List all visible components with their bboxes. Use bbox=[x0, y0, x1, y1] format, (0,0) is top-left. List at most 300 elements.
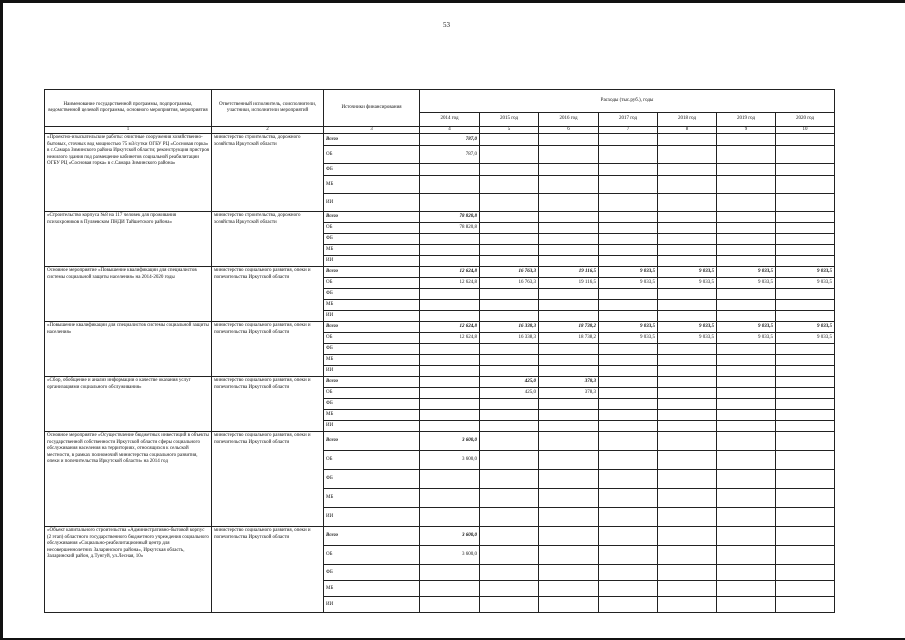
amount-cell bbox=[599, 581, 658, 597]
amount-cell: 425,0 bbox=[480, 377, 539, 388]
amount-cell bbox=[539, 399, 599, 410]
amount-cell bbox=[420, 410, 480, 421]
amount-cell bbox=[480, 597, 539, 613]
amount-cell bbox=[599, 176, 658, 194]
activity-name: «Сбор, обобщение и анализ информации о качестве оказания услуг организациями социального обслуживания» bbox=[45, 377, 212, 432]
amount-cell bbox=[717, 212, 776, 223]
amount-cell bbox=[776, 234, 835, 245]
table-row bbox=[45, 134, 835, 146]
funding-source-cell: ФБ bbox=[324, 289, 420, 300]
amount-cell bbox=[658, 176, 717, 194]
page-frame-left bbox=[0, 0, 3, 640]
amount-cell: 3 600,0 bbox=[420, 546, 480, 565]
amount-cell bbox=[776, 451, 835, 470]
amount-cell bbox=[539, 546, 599, 565]
amount-cell bbox=[717, 399, 776, 410]
funding-source-cell: МБ bbox=[324, 489, 420, 508]
funding-source-cell: ОБ bbox=[324, 333, 420, 344]
column-number-7: 7 bbox=[599, 127, 658, 134]
header-year-2: 2015 год bbox=[480, 113, 539, 127]
amount-cell bbox=[599, 546, 658, 565]
amount-cell bbox=[717, 451, 776, 470]
amount-cell bbox=[420, 234, 480, 245]
amount-cell: 19 116,5 bbox=[539, 267, 599, 278]
funding-source-cell: ИИ bbox=[324, 194, 420, 212]
activity-executor: министерство социального развития, опеки и попечительства Иркутской области bbox=[212, 322, 324, 377]
column-number-8: 8 bbox=[658, 127, 717, 134]
amount-cell bbox=[717, 355, 776, 366]
amount-cell bbox=[776, 366, 835, 377]
funding-source-cell: МБ bbox=[324, 300, 420, 311]
amount-cell: 425,0 bbox=[480, 388, 539, 399]
amount-cell bbox=[599, 300, 658, 311]
amount-cell: 9 033,5 bbox=[599, 278, 658, 289]
activity-executor: министерство строительства, дорожного хозяйства Иркутской области bbox=[212, 212, 324, 267]
funding-source-cell: ИИ bbox=[324, 508, 420, 527]
amount-cell bbox=[599, 489, 658, 508]
activity-executor: министерство социального развития, опеки и попечительства Иркутской области bbox=[212, 432, 324, 527]
amount-cell bbox=[717, 597, 776, 613]
amount-cell: 12 624,8 bbox=[420, 333, 480, 344]
amount-cell bbox=[717, 489, 776, 508]
amount-cell: 9 033,5 bbox=[776, 278, 835, 289]
amount-cell bbox=[539, 421, 599, 432]
amount-cell bbox=[717, 289, 776, 300]
funding-source-cell: ИИ bbox=[324, 256, 420, 267]
amount-cell bbox=[480, 300, 539, 311]
amount-cell bbox=[539, 565, 599, 581]
amount-cell bbox=[539, 597, 599, 613]
amount-cell bbox=[599, 451, 658, 470]
amount-cell: 3 600,0 bbox=[420, 451, 480, 470]
amount-cell bbox=[776, 146, 835, 164]
amount-cell: 3 600,0 bbox=[420, 527, 480, 546]
amount-cell bbox=[776, 377, 835, 388]
amount-cell: 9 033,5 bbox=[717, 278, 776, 289]
amount-cell bbox=[658, 355, 717, 366]
amount-cell bbox=[420, 470, 480, 489]
amount-cell bbox=[658, 256, 717, 267]
amount-cell bbox=[480, 432, 539, 451]
column-number-2: 2 bbox=[212, 127, 324, 134]
amount-cell bbox=[480, 311, 539, 322]
funding-source-cell: Всего bbox=[324, 432, 420, 451]
amount-cell: 9 033,5 bbox=[658, 278, 717, 289]
funding-source-cell: Всего bbox=[324, 377, 420, 388]
amount-cell bbox=[776, 470, 835, 489]
amount-cell bbox=[717, 410, 776, 421]
header-year-4: 2017 год bbox=[599, 113, 658, 127]
amount-cell bbox=[776, 597, 835, 613]
amount-cell bbox=[539, 300, 599, 311]
amount-cell bbox=[599, 410, 658, 421]
amount-cell bbox=[480, 223, 539, 234]
amount-cell bbox=[658, 134, 717, 146]
amount-cell bbox=[539, 256, 599, 267]
amount-cell bbox=[599, 134, 658, 146]
amount-cell bbox=[776, 256, 835, 267]
funding-source-cell: ОБ bbox=[324, 546, 420, 565]
amount-cell bbox=[539, 355, 599, 366]
amount-cell bbox=[658, 388, 717, 399]
amount-cell bbox=[658, 470, 717, 489]
amount-cell bbox=[776, 355, 835, 366]
amount-cell bbox=[420, 245, 480, 256]
amount-cell bbox=[420, 399, 480, 410]
amount-cell bbox=[539, 470, 599, 489]
amount-cell bbox=[599, 527, 658, 546]
amount-cell: 9 033,5 bbox=[717, 333, 776, 344]
table-row bbox=[45, 267, 835, 278]
amount-cell bbox=[717, 470, 776, 489]
amount-cell bbox=[480, 194, 539, 212]
amount-cell bbox=[658, 289, 717, 300]
amount-cell bbox=[539, 289, 599, 300]
funding-source-cell: ОБ bbox=[324, 451, 420, 470]
amount-cell bbox=[480, 245, 539, 256]
amount-cell bbox=[599, 565, 658, 581]
amount-cell bbox=[658, 597, 717, 613]
amount-cell bbox=[776, 421, 835, 432]
activity-executor: министерство строительства, дорожного хозяйства Иркутской области bbox=[212, 134, 324, 212]
amount-cell bbox=[717, 565, 776, 581]
funding-source-cell: ОБ bbox=[324, 146, 420, 164]
amount-cell bbox=[539, 410, 599, 421]
amount-cell bbox=[480, 527, 539, 546]
amount-cell bbox=[539, 234, 599, 245]
amount-cell bbox=[717, 546, 776, 565]
amount-cell bbox=[776, 410, 835, 421]
amount-cell bbox=[539, 176, 599, 194]
amount-cell: 16 338,3 bbox=[480, 333, 539, 344]
amount-cell bbox=[717, 176, 776, 194]
header-funding-source: Источники финансирования bbox=[324, 90, 420, 127]
column-number-1: 1 bbox=[45, 127, 212, 134]
amount-cell bbox=[658, 581, 717, 597]
column-number-10: 10 bbox=[776, 127, 835, 134]
amount-cell bbox=[480, 489, 539, 508]
amount-cell bbox=[658, 377, 717, 388]
amount-cell bbox=[539, 311, 599, 322]
amount-cell: 16 763,3 bbox=[480, 267, 539, 278]
funding-source-cell: ОБ bbox=[324, 223, 420, 234]
amount-cell bbox=[539, 527, 599, 546]
amount-cell bbox=[599, 146, 658, 164]
funding-source-cell: Всего bbox=[324, 527, 420, 546]
funding-source-cell: ИИ bbox=[324, 311, 420, 322]
amount-cell bbox=[599, 470, 658, 489]
amount-cell bbox=[480, 451, 539, 470]
financing-table bbox=[44, 89, 835, 613]
amount-cell bbox=[658, 223, 717, 234]
amount-cell bbox=[480, 421, 539, 432]
amount-cell bbox=[776, 134, 835, 146]
amount-cell bbox=[539, 223, 599, 234]
amount-cell bbox=[539, 164, 599, 176]
amount-cell: 19 116,5 bbox=[539, 278, 599, 289]
amount-cell bbox=[658, 432, 717, 451]
amount-cell: 18 738,2 bbox=[539, 333, 599, 344]
amount-cell bbox=[658, 194, 717, 212]
amount-cell bbox=[480, 212, 539, 223]
amount-cell bbox=[420, 355, 480, 366]
amount-cell bbox=[420, 366, 480, 377]
amount-cell bbox=[776, 223, 835, 234]
amount-cell bbox=[776, 546, 835, 565]
amount-cell: 9 033,5 bbox=[776, 333, 835, 344]
amount-cell bbox=[599, 234, 658, 245]
amount-cell bbox=[539, 489, 599, 508]
amount-cell bbox=[539, 508, 599, 527]
amount-cell bbox=[539, 134, 599, 146]
activity-executor: министерство социального развития, опеки и попечительства Иркутской области bbox=[212, 527, 324, 613]
amount-cell bbox=[599, 256, 658, 267]
funding-source-cell: Всего bbox=[324, 322, 420, 333]
amount-cell bbox=[658, 410, 717, 421]
amount-cell bbox=[717, 223, 776, 234]
amount-cell bbox=[420, 300, 480, 311]
amount-cell: 16 338,3 bbox=[480, 322, 539, 333]
funding-source-cell: Всего bbox=[324, 212, 420, 223]
amount-cell bbox=[480, 565, 539, 581]
column-number-5: 5 bbox=[480, 127, 539, 134]
column-number-9: 9 bbox=[717, 127, 776, 134]
amount-cell bbox=[776, 176, 835, 194]
funding-source-cell: МБ bbox=[324, 410, 420, 421]
amount-cell bbox=[658, 421, 717, 432]
amount-cell bbox=[599, 212, 658, 223]
amount-cell bbox=[420, 489, 480, 508]
amount-cell bbox=[539, 146, 599, 164]
amount-cell bbox=[599, 194, 658, 212]
amount-cell bbox=[420, 194, 480, 212]
amount-cell bbox=[480, 508, 539, 527]
activity-name: Основное мероприятие «Осуществление бюджетных инвестиций в объекты государственной собственности Иркутской области сферы социального обслуживания населения на территориях, относящихся к сельской местности, в рамках полномочий министерства социального развития, опеки и попечительства Иркутской области» на 2014 год bbox=[45, 432, 212, 527]
amount-cell bbox=[658, 311, 717, 322]
amount-cell bbox=[658, 212, 717, 223]
amount-cell bbox=[599, 432, 658, 451]
amount-cell bbox=[420, 421, 480, 432]
amount-cell bbox=[420, 176, 480, 194]
amount-cell: 9 033,5 bbox=[717, 322, 776, 333]
amount-cell bbox=[420, 311, 480, 322]
amount-cell bbox=[539, 344, 599, 355]
amount-cell: 787,0 bbox=[420, 146, 480, 164]
amount-cell bbox=[420, 388, 480, 399]
amount-cell bbox=[480, 546, 539, 565]
amount-cell: 9 033,5 bbox=[776, 322, 835, 333]
amount-cell bbox=[717, 377, 776, 388]
amount-cell bbox=[717, 164, 776, 176]
amount-cell bbox=[717, 300, 776, 311]
funding-source-cell: ФБ bbox=[324, 344, 420, 355]
amount-cell bbox=[420, 581, 480, 597]
amount-cell bbox=[658, 527, 717, 546]
amount-cell bbox=[717, 194, 776, 212]
amount-cell bbox=[420, 289, 480, 300]
amount-cell bbox=[420, 344, 480, 355]
amount-cell bbox=[480, 355, 539, 366]
amount-cell: 12 624,8 bbox=[420, 278, 480, 289]
amount-cell: 3 600,0 bbox=[420, 432, 480, 451]
funding-source-cell: Всего bbox=[324, 267, 420, 278]
header-year-5: 2018 год bbox=[658, 113, 717, 127]
amount-cell bbox=[776, 311, 835, 322]
funding-source-cell: ОБ bbox=[324, 278, 420, 289]
amount-cell bbox=[717, 581, 776, 597]
amount-cell bbox=[480, 344, 539, 355]
amount-cell bbox=[658, 508, 717, 527]
amount-cell bbox=[658, 245, 717, 256]
amount-cell bbox=[658, 300, 717, 311]
funding-source-cell: ФБ bbox=[324, 234, 420, 245]
amount-cell: 9 033,5 bbox=[658, 267, 717, 278]
amount-cell bbox=[539, 366, 599, 377]
amount-cell: 787,0 bbox=[420, 134, 480, 146]
amount-cell bbox=[599, 508, 658, 527]
amount-cell bbox=[599, 311, 658, 322]
amount-cell bbox=[420, 565, 480, 581]
amount-cell bbox=[599, 289, 658, 300]
page-number: 53 bbox=[443, 21, 450, 29]
amount-cell bbox=[658, 546, 717, 565]
header-expenses: Расходы (тыс.руб.), годы bbox=[420, 90, 835, 113]
amount-cell bbox=[658, 234, 717, 245]
amount-cell bbox=[717, 421, 776, 432]
funding-source-cell: ФБ bbox=[324, 399, 420, 410]
amount-cell bbox=[480, 470, 539, 489]
amount-cell bbox=[658, 399, 717, 410]
column-number-6: 6 bbox=[539, 127, 599, 134]
amount-cell bbox=[658, 164, 717, 176]
amount-cell bbox=[658, 489, 717, 508]
amount-cell bbox=[480, 410, 539, 421]
amount-cell: 9 033,5 bbox=[717, 267, 776, 278]
activity-name: «Строительство корпуса №8 на 117 человек для проживания психохроников в Пуляевском ПНДИ Тайшетского района» bbox=[45, 212, 212, 267]
amount-cell: 12 624,8 bbox=[420, 322, 480, 333]
amount-cell bbox=[717, 527, 776, 546]
table-row bbox=[45, 432, 835, 451]
amount-cell bbox=[480, 256, 539, 267]
amount-cell bbox=[658, 344, 717, 355]
amount-cell bbox=[599, 344, 658, 355]
funding-source-cell: ИИ bbox=[324, 597, 420, 613]
amount-cell bbox=[480, 581, 539, 597]
amount-cell bbox=[717, 311, 776, 322]
table-row bbox=[45, 527, 835, 546]
amount-cell bbox=[776, 527, 835, 546]
amount-cell bbox=[599, 597, 658, 613]
amount-cell bbox=[776, 432, 835, 451]
amount-cell bbox=[776, 508, 835, 527]
table-row bbox=[45, 212, 835, 223]
amount-cell bbox=[776, 489, 835, 508]
funding-source-cell: Всего bbox=[324, 134, 420, 146]
funding-source-cell: МБ bbox=[324, 245, 420, 256]
amount-cell bbox=[717, 256, 776, 267]
funding-source-cell: ФБ bbox=[324, 470, 420, 489]
amount-cell bbox=[717, 344, 776, 355]
amount-cell bbox=[420, 256, 480, 267]
amount-cell: 18 738,2 bbox=[539, 322, 599, 333]
amount-cell bbox=[599, 366, 658, 377]
activity-name: «Проектно-изыскательские работы: очистные сооружения хозяйственно-бытовых, сточных вод мощностью 75 м3/сутки ОГБУ РЦ «Сосновая горка» в с.Самара Зиминского района Иркутской области; реконструкция пристроя нежилого здания под размещение кабинетов социальной реабилитации ОГБУ РЦ «Сосновая горка» в с.Самара Зиминского района» bbox=[45, 134, 212, 212]
amount-cell bbox=[776, 344, 835, 355]
amount-cell bbox=[480, 164, 539, 176]
funding-source-cell: ИИ bbox=[324, 421, 420, 432]
amount-cell bbox=[420, 597, 480, 613]
amount-cell bbox=[717, 234, 776, 245]
amount-cell bbox=[480, 366, 539, 377]
amount-cell bbox=[776, 388, 835, 399]
amount-cell bbox=[480, 399, 539, 410]
amount-cell: 9 033,5 bbox=[658, 322, 717, 333]
table-row bbox=[45, 377, 835, 388]
header-year-6: 2019 год bbox=[717, 113, 776, 127]
amount-cell bbox=[599, 421, 658, 432]
column-number-4: 4 bbox=[420, 127, 480, 134]
amount-cell: 78 820,8 bbox=[420, 223, 480, 234]
amount-cell bbox=[420, 508, 480, 527]
amount-cell bbox=[717, 432, 776, 451]
column-number-3: 3 bbox=[324, 127, 420, 134]
funding-source-cell: ОБ bbox=[324, 388, 420, 399]
amount-cell bbox=[776, 289, 835, 300]
amount-cell: 78 820,8 bbox=[420, 212, 480, 223]
amount-cell bbox=[658, 565, 717, 581]
header-year-1: 2014 год bbox=[420, 113, 480, 127]
amount-cell bbox=[599, 355, 658, 366]
amount-cell bbox=[599, 388, 658, 399]
amount-cell bbox=[599, 164, 658, 176]
funding-source-cell: ИИ bbox=[324, 366, 420, 377]
funding-source-cell: МБ bbox=[324, 355, 420, 366]
amount-cell: 9 033,5 bbox=[599, 322, 658, 333]
amount-cell bbox=[539, 581, 599, 597]
funding-source-cell: МБ bbox=[324, 581, 420, 597]
amount-cell bbox=[776, 164, 835, 176]
table-row bbox=[45, 322, 835, 333]
amount-cell: 378,3 bbox=[539, 377, 599, 388]
amount-cell bbox=[717, 388, 776, 399]
amount-cell bbox=[599, 223, 658, 234]
amount-cell bbox=[776, 565, 835, 581]
funding-source-cell: МБ bbox=[324, 176, 420, 194]
amount-cell bbox=[539, 212, 599, 223]
header-year-7: 2020 год bbox=[776, 113, 835, 127]
amount-cell bbox=[539, 245, 599, 256]
amount-cell bbox=[717, 366, 776, 377]
amount-cell bbox=[599, 377, 658, 388]
amount-cell: 378,3 bbox=[539, 388, 599, 399]
activity-executor: министерство социального развития, опеки и попечительства Иркутской области bbox=[212, 377, 324, 432]
amount-cell: 9 033,5 bbox=[658, 333, 717, 344]
header-executor: Ответственный исполнитель, соисполнители, участники, исполнители мероприятий bbox=[212, 90, 324, 127]
activity-executor: министерство социального развития, опеки и попечительства Иркутской области bbox=[212, 267, 324, 322]
amount-cell bbox=[420, 377, 480, 388]
amount-cell bbox=[776, 212, 835, 223]
activity-name: «Объект капитального строительства «Административно-бытовой корпус (2 этап) областного государственного бюджетного учреждения социального обслуживания «Социально-реабилитационный центр для несовершеннолетних Заларинского района», Иркутская область, Заларинский район, д.Тунгуй, ул.Лесная, 10» bbox=[45, 527, 212, 613]
amount-cell: 9 033,5 bbox=[776, 267, 835, 278]
amount-cell bbox=[480, 289, 539, 300]
amount-cell bbox=[480, 134, 539, 146]
header-program-name: Наименование государственной программы, подпрограммы, ведомственной целевой программы, основного мероприятия, мероприятия bbox=[45, 90, 212, 127]
amount-cell bbox=[776, 194, 835, 212]
amount-cell bbox=[658, 366, 717, 377]
amount-cell bbox=[539, 451, 599, 470]
amount-cell bbox=[776, 245, 835, 256]
funding-source-cell: ФБ bbox=[324, 565, 420, 581]
